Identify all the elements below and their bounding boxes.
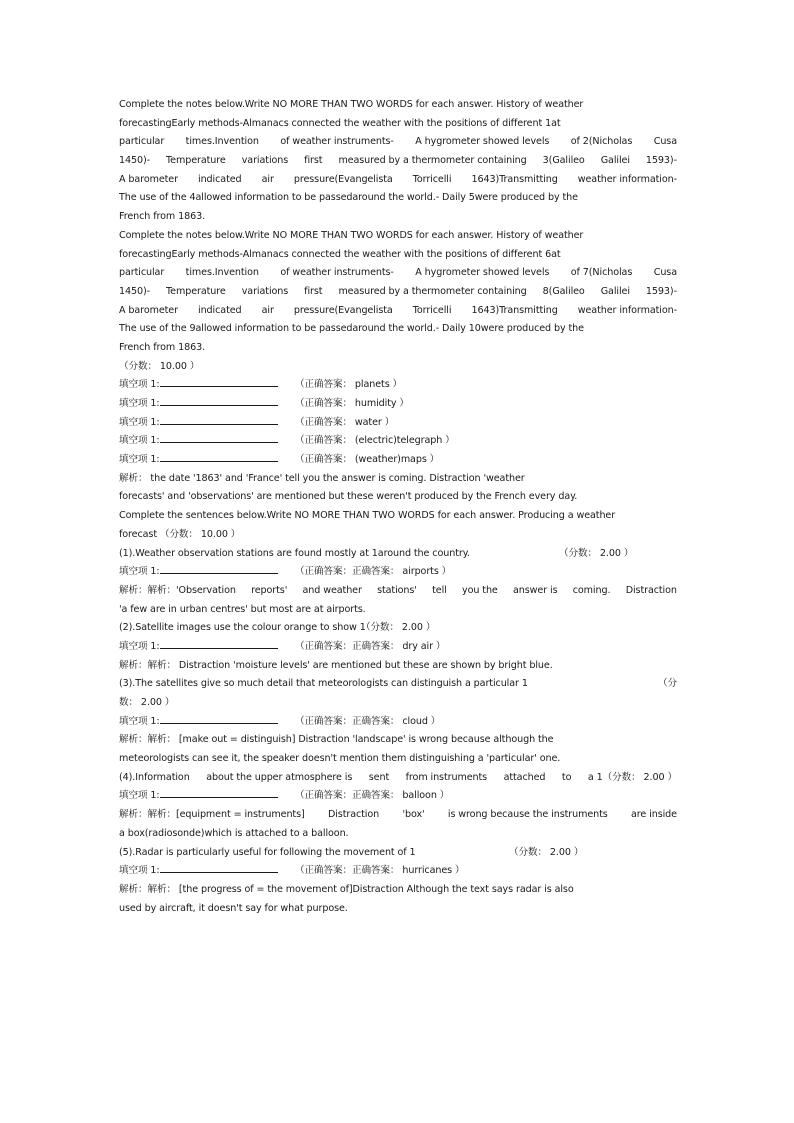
- analysis-line: used by aircraft, it doesn't say for what purpose.: [119, 902, 348, 914]
- blank-label-text: 填空项 1:: [119, 379, 160, 391]
- blank-label-text: 填空项 1:: [119, 865, 160, 877]
- blank-label: [119, 395, 295, 414]
- notes-justified-line: [119, 152, 677, 171]
- blank-answer-row: [119, 563, 677, 582]
- instruction-line: Complete the notes below.Write NO MORE THAN TWO WORDS for each answer. History of weather: [119, 99, 584, 110]
- word: pressure(Evangelista: [293, 173, 393, 185]
- question-text: (1).Weather observation stations are found mostly at 1around the country.: [119, 547, 470, 559]
- blank-underline[interactable]: [160, 376, 278, 387]
- word: (4).Information: [119, 771, 190, 783]
- word: 3(Galileo: [542, 155, 585, 167]
- word: reports': [251, 584, 288, 596]
- blank-label-text: 填空项 1:: [119, 398, 160, 409]
- word: of 7(Nicholas: [570, 267, 633, 279]
- word: Cusa: [653, 136, 677, 148]
- word: measured by a thermometer containing: [338, 285, 527, 297]
- correct-answer: （正确答案：正确答案： balloon ）: [295, 790, 450, 802]
- word: air: [261, 173, 274, 185]
- word: and weather: [302, 584, 362, 596]
- word: Cusa: [653, 267, 677, 279]
- notes-justified-line: [119, 264, 677, 283]
- word: 1450)-: [119, 155, 151, 167]
- analysis-line: meteorologists can see it, the speaker doesn't mention them distinguishing a 'particular' one.: [119, 753, 561, 765]
- word: particular: [119, 267, 165, 279]
- blank-answer-row: [119, 376, 677, 395]
- word: attached: [503, 771, 546, 783]
- notes-justified-line: [119, 283, 677, 302]
- blank-label: [119, 563, 295, 582]
- notes-line: French from 1863.: [119, 341, 206, 353]
- question-5: [119, 844, 677, 863]
- question-score-cont: 数： 2.00 ）: [119, 697, 175, 708]
- blank-label: [119, 862, 295, 881]
- score-label: （分数： 10.00 ）: [119, 360, 200, 372]
- question-text: (5).Radar is particularly useful for following the movement of 1: [119, 846, 416, 858]
- blank-label: [119, 414, 295, 433]
- question-score: （分数： 2.00 ）: [509, 846, 584, 858]
- word: of weather instruments-: [280, 267, 394, 279]
- correct-answer: （正确答案：正确答案： dry air ）: [295, 640, 446, 652]
- correct-answer: （正确答案： water ）: [295, 416, 395, 428]
- analysis-line: forecasts' and 'observations' are mentioned but these weren't produced by the French every day.: [119, 491, 578, 503]
- correct-answer: （正确答案：正确答案： airports ）: [295, 566, 452, 578]
- question-4: [119, 769, 677, 788]
- analysis-line: 解析：解析： [the progress of = the movement of]Distraction Although the text says radar is also: [119, 883, 574, 895]
- blank-label-text: 填空项 1:: [119, 790, 160, 802]
- word: is wrong because the instruments: [447, 809, 608, 821]
- word: variations: [241, 155, 289, 167]
- word: sent: [368, 771, 390, 783]
- instruction-line: Complete the sentences below.Write NO MORE THAN TWO WORDS for each answer. Producing a weather: [119, 510, 616, 522]
- blank-underline[interactable]: [160, 395, 278, 406]
- word: tell: [432, 584, 447, 596]
- word: A hygrometer showed levels: [415, 136, 550, 148]
- analysis-line: [119, 582, 677, 601]
- blank-underline[interactable]: [160, 713, 278, 724]
- notes-line: forecastingEarly methods-Almanacs connected the weather with the positions of different 6at: [119, 248, 561, 260]
- correct-answer: （正确答案： humidity ）: [295, 398, 409, 409]
- word: are inside: [630, 809, 677, 821]
- question-text: (2).Satellite images use the colour orange to show 1: [119, 622, 366, 634]
- word: weather information-: [577, 173, 677, 185]
- word: a 1（分数： 2.00 ）: [587, 771, 677, 783]
- blank-answer-row: [119, 713, 677, 732]
- correct-answer: （正确答案： (weather)maps ）: [295, 454, 440, 466]
- word: times.Invention: [185, 136, 259, 148]
- word: measured by a thermometer containing: [338, 155, 527, 167]
- question-score: （分数： 2.00 ）: [559, 547, 634, 559]
- blank-answer-row: [119, 414, 677, 433]
- word: you the: [462, 584, 498, 596]
- blank-underline[interactable]: [160, 451, 278, 462]
- notes-line: The use of the 9allowed information to be passedaround the world.- Daily 10were produced by the: [119, 323, 584, 335]
- question-score: （分: [658, 678, 677, 690]
- question-3: [119, 675, 677, 694]
- blank-underline[interactable]: [160, 862, 278, 873]
- word: Distraction: [625, 584, 677, 596]
- word: pressure(Evangelista: [293, 304, 393, 316]
- word: coming.: [572, 584, 611, 596]
- correct-answer: （正确答案： (electric)telegraph ）: [295, 435, 455, 447]
- word: 8(Galileo: [542, 285, 585, 297]
- notes-line: The use of the 4allowed information to be passedaround the world.- Daily 5were produced by the: [119, 192, 578, 204]
- blank-label-text: 填空项 1:: [119, 454, 160, 466]
- word: A hygrometer showed levels: [415, 267, 550, 279]
- word: times.Invention: [185, 267, 259, 279]
- word: 解析：解析：[equipment = instruments]: [119, 809, 305, 821]
- blank-answer-row: [119, 395, 677, 414]
- blank-answer-row: [119, 787, 677, 806]
- word: particular: [119, 136, 165, 148]
- blank-underline[interactable]: [160, 638, 278, 649]
- word: of 2(Nicholas: [570, 136, 633, 148]
- blank-label-text: 填空项 1:: [119, 715, 160, 727]
- blank-answer-row: [119, 638, 677, 657]
- blank-label-text: 填空项 1:: [119, 435, 160, 447]
- notes-justified-line: [119, 302, 677, 321]
- word: variations: [241, 285, 289, 297]
- instruction-line: Complete the notes below.Write NO MORE THAN TWO WORDS for each answer. History of weather: [119, 229, 584, 241]
- correct-answer: （正确答案：正确答案： cloud ）: [295, 715, 441, 727]
- blank-underline[interactable]: [160, 432, 278, 443]
- blank-label: [119, 713, 295, 732]
- correct-answer: （正确答案：正确答案： hurricanes ）: [295, 865, 465, 877]
- analysis-line: 解析：解析： [make out = distinguish] Distraction 'landscape' is wrong because although the: [119, 734, 554, 746]
- word: 1643)Transmitting: [471, 173, 558, 185]
- word: of weather instruments-: [280, 136, 394, 148]
- blank-label: [119, 787, 295, 806]
- word: Galilei: [600, 155, 630, 167]
- word: Temperature: [166, 155, 226, 167]
- instruction-line: forecast （分数： 10.00 ）: [119, 528, 241, 540]
- notes-line: forecastingEarly methods-Almanacs connected the weather with the positions of different 1at: [119, 117, 561, 129]
- word: answer is: [513, 584, 558, 596]
- blank-label: [119, 376, 295, 395]
- blank-label-text: 填空项 1:: [119, 566, 160, 578]
- word: weather information-: [577, 304, 677, 316]
- word: Torricelli: [412, 304, 452, 316]
- blank-answer-row: [119, 451, 677, 470]
- word: to: [561, 771, 572, 783]
- word: from instruments: [405, 771, 488, 783]
- word: 1450)-: [119, 285, 151, 297]
- analysis-line: a box(radiosonde)which is attached to a balloon.: [119, 827, 349, 839]
- word: about the upper atmosphere is: [206, 771, 353, 783]
- correct-answer: （正确答案： planets ）: [295, 379, 403, 391]
- word: indicated: [198, 304, 242, 316]
- word: Distraction: [327, 809, 380, 821]
- word: Torricelli: [412, 173, 452, 185]
- document-page: [119, 96, 677, 918]
- blank-answer-row: [119, 432, 677, 451]
- question-score: （分数： 2.00 ）: [361, 622, 436, 634]
- notes-justified-line: [119, 171, 677, 190]
- notes-line: French from 1863.: [119, 211, 206, 223]
- analysis-line: 解析： the date '1863' and 'France' tell you the answer is coming. Distraction 'weather: [119, 472, 525, 484]
- word: A barometer: [119, 173, 178, 185]
- blank-label-text: 填空项 1:: [119, 640, 160, 652]
- blank-label-text: 填空项 1:: [119, 416, 160, 428]
- blank-underline[interactable]: [160, 787, 278, 798]
- blank-underline[interactable]: [160, 414, 278, 425]
- blank-label: [119, 638, 295, 657]
- word: first: [304, 155, 323, 167]
- word: 1593)-: [645, 285, 677, 297]
- word: Galilei: [600, 285, 630, 297]
- analysis-line: [119, 806, 677, 825]
- question-text: (3).The satellites give so much detail that meteorologists can distinguish a particular 1: [119, 678, 528, 690]
- blank-answer-row: [119, 862, 677, 881]
- word: indicated: [198, 173, 242, 185]
- word: stations': [377, 584, 417, 596]
- word: Temperature: [166, 285, 226, 297]
- analysis-line: 'a few are in urban centres' but most are at airports.: [119, 603, 366, 615]
- word: 1593)-: [645, 155, 677, 167]
- word: A barometer: [119, 304, 178, 316]
- word: first: [304, 285, 323, 297]
- blank-label: [119, 432, 295, 451]
- question-1: [119, 545, 677, 564]
- blank-underline[interactable]: [160, 563, 278, 574]
- question-2: [119, 619, 677, 638]
- word: 1643)Transmitting: [471, 304, 558, 316]
- word: air: [261, 304, 274, 316]
- word: 解析：解析：'Observation: [119, 584, 236, 596]
- word: 'box': [402, 809, 425, 821]
- blank-label: [119, 451, 295, 470]
- notes-justified-line: [119, 133, 677, 152]
- analysis-line: 解析：解析： Distraction 'moisture levels' are mentioned but these are shown by bright blue.: [119, 659, 553, 671]
